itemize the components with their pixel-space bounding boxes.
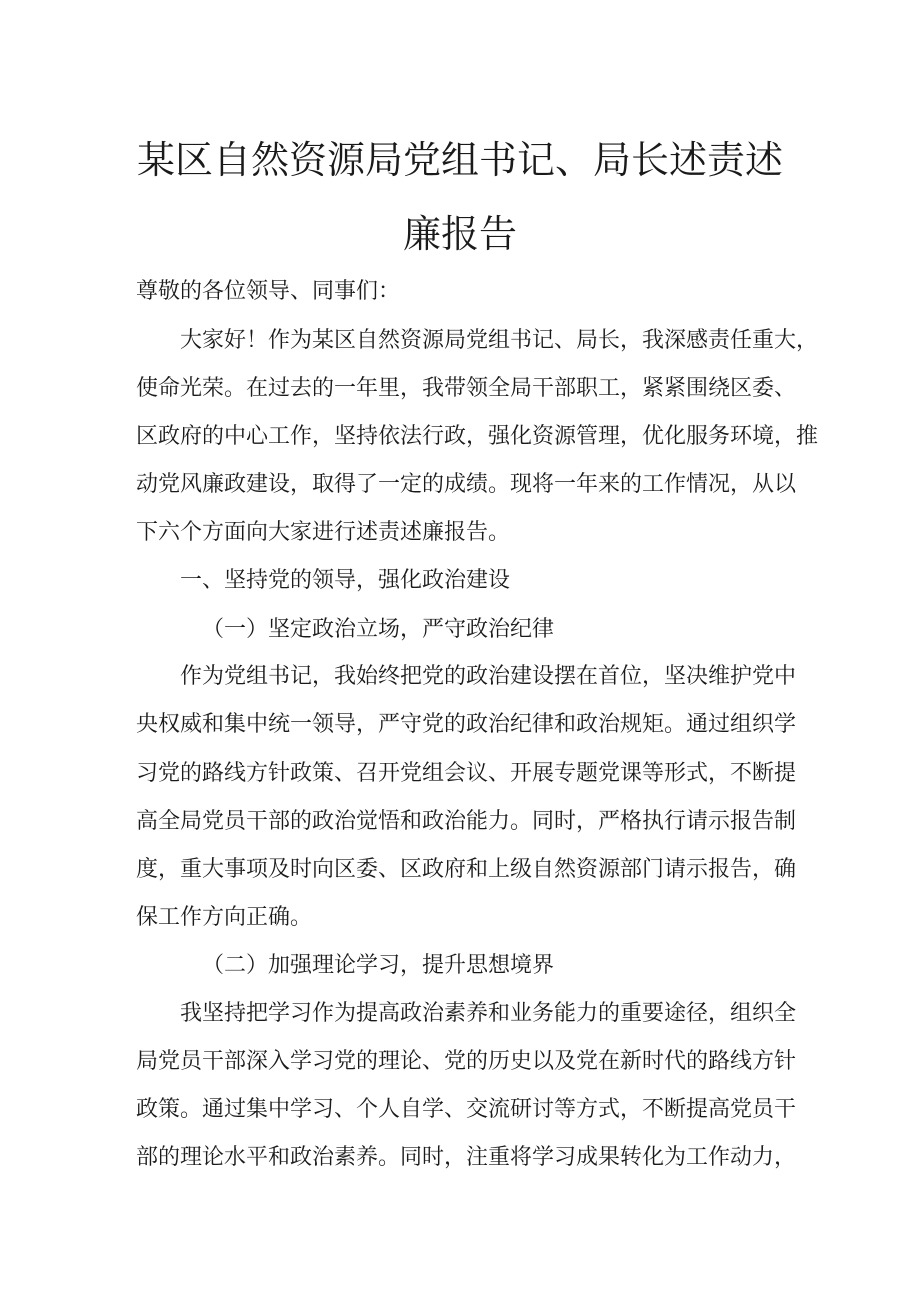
subsection-heading-1: （一）坚定政治立场，严守政治纪律	[202, 617, 555, 642]
body-line: 局党员干部深入学习党的理论、党的历史以及党在新时代的路线方针	[136, 1049, 797, 1074]
salutation: 尊敬的各位领导、同事们：	[136, 279, 401, 304]
body-line: 政策。通过集中学习、个人自学、交流研讨等方式，不断提高党员干	[136, 1097, 797, 1122]
document-title-line-2: 廉报告	[402, 212, 517, 256]
body-line: 区政府的中心工作，坚持依法行政，强化资源管理，优化服务环境，推	[136, 424, 819, 449]
body-line: 下六个方面向大家进行述责述廉报告。	[136, 520, 511, 545]
body-line: 作为党组书记，我始终把党的政治建设摆在首位，坚决维护党中	[180, 664, 797, 689]
body-line: 习党的路线方针政策、召开党组会议、开展专题党课等形式，不断提	[136, 761, 797, 786]
body-line: 高全局党员干部的政治觉悟和政治能力。同时，严格执行请示报告制	[136, 809, 797, 834]
body-line: 动党风廉政建设，取得了一定的成绩。现将一年来的工作情况，从以	[136, 472, 797, 497]
body-line: 我坚持把学习作为提高政治素养和业务能力的重要途径，组织全	[180, 1001, 797, 1026]
body-line: 使命光荣。在过去的一年里，我带领全局干部职工，紧紧围绕区委、	[136, 376, 797, 401]
body-line: 央权威和集中统一领导，严守党的政治纪律和政治规矩。通过组织学	[136, 712, 797, 737]
subsection-heading-2: （二）加强理论学习，提升思想境界	[202, 953, 555, 978]
body-line: 部的理论水平和政治素养。同时，注重将学习成果转化为工作动力，	[136, 1145, 797, 1170]
body-line: 保工作方向正确。	[136, 905, 313, 930]
section-heading-1: 一、坚持党的领导，强化政治建设	[180, 568, 511, 593]
body-line: 大家好！作为某区自然资源局党组书记、局长，我深感责任重大，	[180, 328, 819, 353]
document-title-line-1: 某区自然资源局党组书记、局长述责述	[136, 138, 783, 182]
body-line: 度，重大事项及时向区委、区政府和上级自然资源部门请示报告，确	[136, 857, 797, 882]
